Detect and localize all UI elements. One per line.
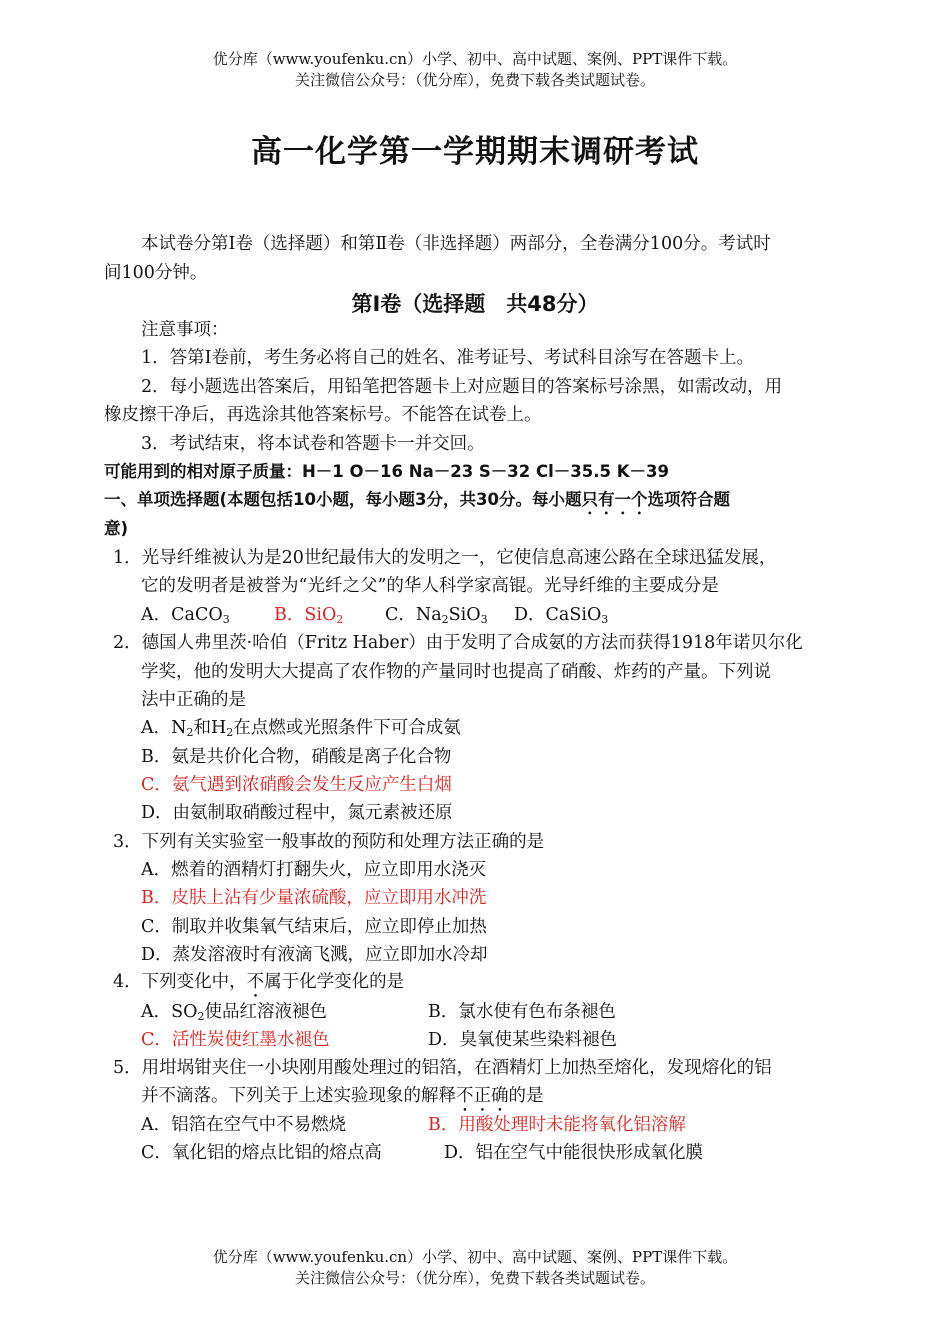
q2-stem-line-3: 法中正确的是	[141, 690, 246, 710]
q4-option-d: D．臭氧使某些染料褪色	[428, 1030, 618, 1050]
q4-stem-a: 4．下列变化中，	[113, 972, 247, 992]
q2-option-a	[141, 716, 461, 740]
header-line-2: 关注微信公众号：（优分库），免费下载各类试题试卷。	[294, 71, 655, 89]
q1-a-text: A．CaCO	[141, 605, 223, 625]
q3-option-c: C．制取并收集氧气结束后，应立即停止加热	[141, 917, 487, 937]
page-header	[0, 49, 950, 91]
q5-stem-a: 并不滴落。下列关于上述实验现象的解释	[141, 1086, 456, 1106]
part-1-heading-a: 一、单项选择题(本题包括10小题，每小题3分，共30分。每小题	[104, 490, 582, 509]
q1-b-text: B．SiO	[274, 605, 337, 625]
q4-a-sub: 2	[197, 1010, 205, 1023]
q3-stem: 3．下列有关实验室一般事故的预防和处理方法正确的是	[113, 832, 545, 852]
q3-option-b-answer: B．皮肤上沾有少量浓硫酸，应立即用水冲洗	[141, 888, 487, 908]
q1-c-sub-2: 3	[480, 613, 488, 626]
header-line-1: 优分库（www.youfenku.cn）小学、初中、高中试题、案例、PPT课件下载。	[212, 50, 738, 68]
part-1-heading-end: 意)	[104, 519, 129, 538]
q5-stem-line-2	[141, 1084, 544, 1116]
q4-option-a	[141, 1000, 327, 1024]
q5-option-a: A．铝箔在空气中不易燃烧	[141, 1115, 347, 1135]
q1-c-text-2: SiO	[448, 605, 481, 625]
q5-stem-b: 的是	[508, 1086, 544, 1106]
q2-stem-line-1: 2．德国人弗里茨·哈伯（Fritz Haber）由于发明了合成氨的方法而获得1918年诺贝尔化	[113, 633, 803, 653]
section-1-title: 第Ⅰ卷（选择题 共48分）	[351, 292, 599, 316]
q1-option-c	[385, 603, 488, 627]
q2-a-sub: 2	[186, 726, 194, 739]
part-1-heading	[104, 488, 730, 518]
q1-stem-line-2: 它的发明者是被誉为“光纤之父”的华人科学家高锟。光导纤维的主要成分是	[141, 576, 719, 596]
footer-line-2: 关注微信公众号：（优分库），免费下载各类试题试卷。	[294, 1269, 655, 1287]
q2-option-c-answer: C．氨气遇到浓硝酸会发生反应产生白烟	[141, 775, 452, 795]
q5-option-b-answer: B．用酸处理时未能将氧化铝溶解	[428, 1115, 686, 1135]
q1-c-text: C．Na	[385, 605, 442, 625]
q4-a-text: A．SO	[141, 1002, 198, 1022]
exam-title: 高一化学第一学期期末调研考试	[251, 134, 699, 170]
q2-a-text-3: 在点燃或光照条件下可合成氨	[233, 718, 461, 738]
note-3: 3．考试结束，将本试卷和答题卡一并交回。	[141, 434, 485, 454]
q3-option-a: A．燃着的酒精灯打翻失火，应立即用水浇灭	[141, 860, 487, 880]
note-2-line-1: 2．每小题选出答案后，用铅笔把答题卡上对应题目的答案标号涂黑，如需改动，用	[141, 377, 783, 397]
part-1-heading-b: 选项符合题	[647, 490, 730, 509]
q2-a-text-2: 和H	[193, 718, 227, 738]
page-footer	[0, 1247, 950, 1289]
q1-a-sub: 3	[222, 613, 230, 626]
q5-stem-line-1: 5．用坩埚钳夹住一小块刚用酸处理过的铝箔，在酒精灯上加热至熔化，发现熔化的铝	[113, 1058, 772, 1078]
q4-a-text-2: 使品红溶液褪色	[204, 1002, 327, 1022]
q4-option-b: B．氯水使有色布条褪色	[428, 1002, 616, 1022]
q1-stem-line-1: 1．光导纤维被认为是20世纪最伟大的发明之一，它使信息高速公路在全球迅猛发展，	[113, 548, 777, 568]
q1-b-sub: 2	[336, 613, 344, 626]
q2-option-d: D．由氨制取硝酸过程中，氮元素被还原	[141, 803, 453, 823]
note-2-line-2: 橡皮擦干净后，再选涂其他答案标号。不能答在试卷上。	[104, 405, 542, 425]
q2-a-sub-2: 2	[226, 726, 234, 739]
intro-line-1: 本试卷分第Ⅰ卷（选择题）和第Ⅱ卷（非选择题）两部分，全卷满分100分。考试时	[141, 234, 771, 254]
atomic-masses: 可能用到的相对原子质量：H－1 O－16 Na－23 S－32 Cl－35.5 K－39	[104, 462, 669, 481]
q4-stem-emphasis: 不	[246, 972, 265, 992]
q3-option-d: D．蒸发溶液时有液滴飞溅，应立即加水冷却	[141, 945, 488, 965]
q1-option-b-answer	[274, 603, 343, 627]
notes-heading: 注意事项：	[141, 320, 229, 340]
q5-stem-emphasis: 不正确	[456, 1086, 509, 1106]
q1-option-a	[141, 603, 230, 627]
q1-option-d	[514, 603, 608, 627]
footer-line-1: 优分库（www.youfenku.cn）小学、初中、高中试题、案例、PPT课件下载。	[212, 1248, 738, 1266]
q1-c-sub: 2	[441, 613, 449, 626]
note-1: 1．答第Ⅰ卷前，考生务必将自己的姓名、准考证号、考试科目涂写在答题卡上。	[141, 348, 755, 368]
q1-d-sub: 3	[601, 613, 609, 626]
q1-d-text: D．CaSiO	[514, 605, 602, 625]
q5-option-d: D．铝在空气中能很快形成氧化膜	[444, 1143, 704, 1163]
q4-stem-b: 属于化学变化的是	[264, 972, 405, 992]
q2-option-b: B．氨是共价化合物，硝酸是离子化合物	[141, 747, 452, 767]
q2-stem-line-2: 学奖，他的发明大大提高了农作物的产量同时也提高了硝酸、炸药的产量。下列说	[141, 662, 771, 682]
part-1-heading-emphasis: 只有一个	[581, 490, 648, 509]
q4-stem	[113, 970, 404, 1002]
q4-option-c-answer: C．活性炭使红墨水褪色	[141, 1030, 330, 1050]
intro-line-2: 间100分钟。	[104, 263, 208, 283]
q5-option-c: C．氧化铝的熔点比铝的熔点高	[141, 1143, 382, 1163]
q2-a-text: A．N	[141, 718, 187, 738]
